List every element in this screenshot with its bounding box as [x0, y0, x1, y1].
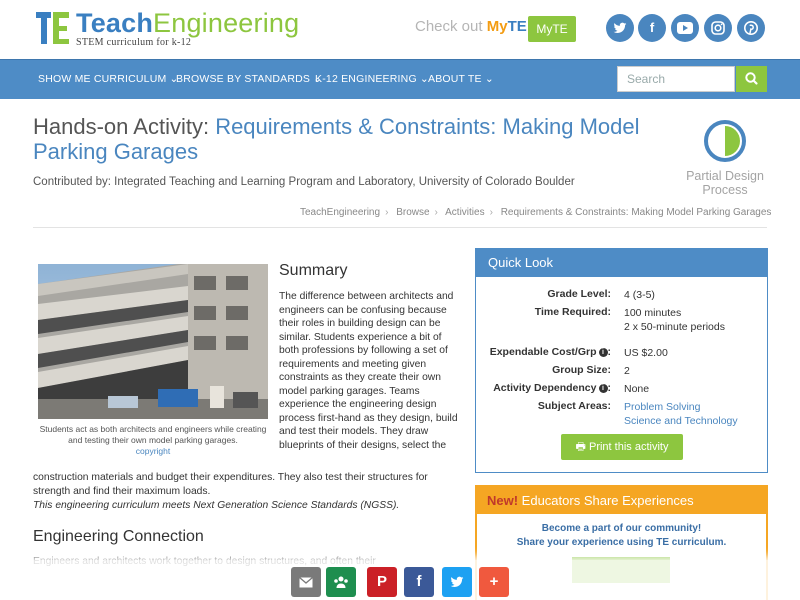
photo-caption — [38, 424, 268, 457]
nav-show-me-curriculum[interactable]: SHOW ME CURRICULUM ⌄ — [38, 73, 179, 85]
pinterest-share-icon[interactable]: P — [367, 567, 397, 597]
breadcrumb-separator: › — [434, 207, 438, 218]
summary-text-continued: construction materials and budget their expenditures. They also test their structures for strength and find their maximum loads. — [33, 472, 428, 497]
quick-look-heading: Quick Look — [476, 249, 767, 277]
subject-link-problem-solving[interactable]: Problem Solving — [624, 401, 701, 413]
site-header — [0, 0, 800, 58]
subject-link-science-technology[interactable]: Science and Technology — [624, 415, 738, 427]
breadcrumb-browse[interactable]: Browse — [396, 207, 430, 218]
google-classroom-icon[interactable] — [326, 567, 356, 597]
search-input[interactable] — [617, 66, 735, 92]
group-size-value: 2 — [624, 365, 630, 377]
quick-look-panel — [475, 248, 768, 473]
teachengineering-logo[interactable] — [36, 10, 301, 50]
breadcrumb-separator: › — [489, 207, 493, 218]
share-experience-line: Share your experience using TE curriculum. — [516, 537, 727, 548]
breadcrumb-current: Requirements & Constraints: Making Model Parking Garages — [500, 207, 772, 218]
summary-text: The difference between architects and engineers can be confusing because their roles in building design can be similar. Students experience a bit of both professions by following a set of requirements and meeting given constraints as they create their own model parking garages. Teams experience the engineering design process first-hand as they design, build and test their models. They draw blueprints of their designs, select the — [279, 291, 458, 451]
contributed-by: Contributed by: Integrated Teaching and Learning Program and Laboratory, University of Colorado Boulder — [33, 176, 575, 188]
nav-browse-by-standards[interactable]: BROWSE BY STANDARDS ⌄ — [176, 73, 323, 85]
logo-wordmark: TeachEngineering — [76, 8, 300, 38]
te-logo-icon — [36, 12, 70, 46]
more-icon[interactable]: + — [479, 567, 509, 597]
twitter-share-icon[interactable] — [442, 567, 472, 597]
email-icon[interactable] — [291, 567, 321, 597]
instagram-icon[interactable] — [704, 14, 732, 42]
breadcrumb-separator: › — [385, 207, 389, 218]
engineering-connection-heading: Engineering Connection — [33, 528, 204, 545]
info-icon[interactable]: i — [599, 384, 608, 393]
youtube-icon[interactable] — [671, 14, 699, 42]
logo-tagline: STEM curriculum for k-12 — [76, 37, 192, 48]
design-process-label[interactable]: Partial Design Process — [686, 169, 764, 197]
time-required-label: Time Required: — [534, 306, 611, 318]
breadcrumb-activities[interactable]: Activities — [445, 207, 485, 218]
educators-heading: New! Educators Share Experiences — [477, 487, 766, 514]
community-line: Become a part of our community! — [541, 523, 702, 534]
page-title: Hands-on Activity: Requirements & Constraints: Making Model Parking Garages — [33, 114, 640, 164]
group-size-label: Group Size: — [552, 364, 611, 376]
parking-garage-photo[interactable] — [38, 264, 268, 419]
subject-areas-label: Subject Areas: — [537, 400, 611, 412]
info-icon[interactable]: i — [599, 348, 608, 357]
nav-about-te[interactable]: ABOUT TE ⌄ — [428, 73, 494, 85]
search-button[interactable] — [736, 66, 767, 92]
activity-dependency-value: None — [624, 383, 650, 395]
subject-areas-value — [624, 400, 738, 428]
copyright-link[interactable]: copyright — [135, 446, 171, 456]
partial-design-process-icon[interactable] — [703, 119, 747, 163]
checkout-myte-text[interactable]: Check out MyTE — [415, 18, 527, 35]
divider — [33, 227, 767, 228]
time-required-value: 100 minutes 2 x 50-minute periods — [624, 307, 725, 333]
ngss-note: This engineering curriculum meets Next Generation Science Standards (NGSS). — [33, 500, 400, 511]
facebook-share-icon[interactable]: f — [404, 567, 434, 597]
summary-heading: Summary — [279, 262, 348, 279]
activity-dependency-label: Activity Dependency i : — [493, 382, 611, 394]
caption-text: Students act as both architects and engineers while creating and testing their own model parking garages. — [39, 424, 267, 445]
twitter-icon[interactable] — [606, 14, 634, 42]
pinterest-icon[interactable] — [737, 14, 765, 42]
breadcrumb — [300, 207, 771, 218]
grade-level-label: Grade Level: — [547, 288, 611, 300]
expendable-cost-label: Expendable Cost/Grp i : — [489, 346, 611, 358]
expendable-cost-value: US $2.00 — [624, 347, 668, 359]
nav-k12-engineering[interactable]: K-12 ENGINEERING ⌄ — [315, 73, 429, 85]
myte-button[interactable]: MyTE — [528, 16, 576, 42]
breadcrumb-home[interactable]: TeachEngineering — [300, 207, 381, 218]
search-icon — [736, 66, 767, 92]
share-bar — [0, 560, 800, 600]
grade-level-value: 4 (3-5) — [624, 289, 655, 301]
print-activity-button[interactable]: 🖶 Print this activity — [561, 434, 683, 460]
facebook-icon[interactable]: f — [638, 14, 666, 42]
